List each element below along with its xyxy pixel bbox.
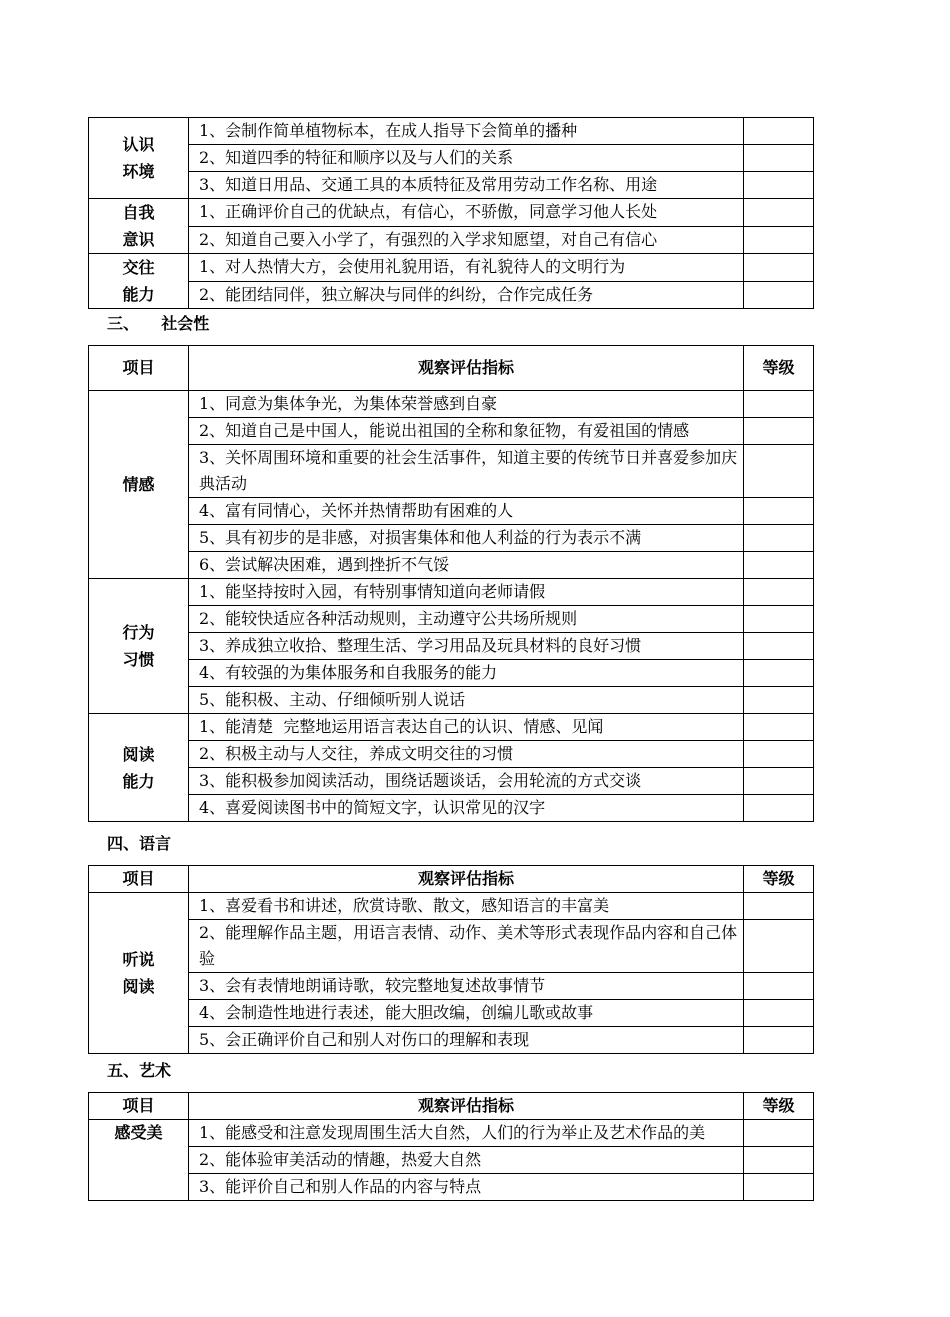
indicator-cell: 1、对人热情大方，会使用礼貌用语，有礼貌待人的文明行为	[189, 254, 744, 282]
indicator-cell: 3、能评价自己和别人作品的内容与特点	[189, 1174, 744, 1201]
table-row	[89, 226, 814, 254]
indicator-cell: 1、会制作简单植物标本，在成人指导下会简单的播种	[189, 118, 744, 145]
item-cell: 阅读 能力	[89, 714, 189, 822]
table-row	[89, 768, 814, 795]
grade-cell[interactable]	[744, 281, 814, 309]
table-row	[89, 795, 814, 822]
section-title: 五、艺术	[107, 1061, 172, 1080]
table-art	[88, 1092, 814, 1201]
grade-cell[interactable]	[744, 973, 814, 1000]
table-top	[88, 117, 814, 309]
indicator-cell: 2、知道四季的特征和顺序以及与人们的关系	[189, 145, 744, 172]
grade-cell[interactable]	[744, 445, 814, 498]
table-row	[89, 741, 814, 768]
item-cell: 自我 意识	[89, 199, 189, 254]
indicator-cell: 2、能较快适应各种活动规则，主动遵守公共场所规则	[189, 606, 744, 633]
indicator-cell: 2、能理解作品主题，用语言表情、动作、美术等形式表现作品内容和自己体验	[189, 920, 744, 973]
indicator-cell: 3、会有表情地朗诵诗歌，较完整地复述故事情节	[189, 973, 744, 1000]
indicator-cell: 4、会制造性地进行表述，能大胆改编，创编儿歌或故事	[189, 1000, 744, 1027]
table-row	[89, 552, 814, 579]
indicator-cell: 2、积极主动与人交往，养成文明交往的习惯	[189, 741, 744, 768]
table-header-row	[89, 866, 814, 893]
table-row	[89, 199, 814, 227]
grade-cell[interactable]	[744, 795, 814, 822]
table-row	[89, 633, 814, 660]
indicator-cell: 3、养成独立收拾、整理生活、学习用品及玩具材料的良好习惯	[189, 633, 744, 660]
grade-cell[interactable]	[744, 768, 814, 795]
section-title: 三、 社会性	[107, 314, 210, 333]
grade-cell[interactable]	[744, 606, 814, 633]
table-row	[89, 254, 814, 282]
grade-cell[interactable]	[744, 226, 814, 254]
grade-cell[interactable]	[744, 1147, 814, 1174]
table-header-row	[89, 346, 814, 391]
indicator-cell: 3、关怀周围环境和重要的社会生活事件，知道主要的传统节日并喜爱参加庆典活动	[189, 445, 744, 498]
indicator-cell: 1、能坚持按时入园，有特别事情知道向老师请假	[189, 579, 744, 606]
grade-cell[interactable]	[744, 920, 814, 973]
indicator-cell: 6、尝试解决困难，遇到挫折不气馁	[189, 552, 744, 579]
grade-cell[interactable]	[744, 741, 814, 768]
indicator-cell: 5、具有初步的是非感，对损害集体和他人利益的行为表示不满	[189, 525, 744, 552]
grade-cell[interactable]	[744, 391, 814, 418]
grade-cell[interactable]	[744, 633, 814, 660]
table-row	[89, 1147, 814, 1174]
grade-cell[interactable]	[744, 714, 814, 741]
grade-cell[interactable]	[744, 525, 814, 552]
table-row	[89, 579, 814, 606]
table-row	[89, 118, 814, 145]
grade-cell[interactable]	[744, 1027, 814, 1054]
table-row	[89, 1120, 814, 1147]
table-row	[89, 445, 814, 498]
grade-cell[interactable]	[744, 118, 814, 145]
table-row	[89, 525, 814, 552]
indicator-cell: 5、能积极、主动、仔细倾听别人说话	[189, 687, 744, 714]
table-row	[89, 1174, 814, 1201]
item-cell: 认识 环境	[89, 118, 189, 199]
indicator-cell: 4、有较强的为集体服务和自我服务的能力	[189, 660, 744, 687]
section-title: 四、语言	[107, 834, 172, 853]
header-grade: 等级	[744, 1093, 814, 1120]
grade-cell[interactable]	[744, 498, 814, 525]
table-row	[89, 920, 814, 973]
indicator-cell: 1、喜爱看书和讲述，欣赏诗歌、散文，感知语言的丰富美	[189, 893, 744, 920]
grade-cell[interactable]	[744, 893, 814, 920]
table-row	[89, 391, 814, 418]
grade-cell[interactable]	[744, 552, 814, 579]
header-indicator: 观察评估指标	[189, 1093, 744, 1120]
indicator-cell: 3、知道日用品、交通工具的本质特征及常用劳动工作名称、用途	[189, 172, 744, 199]
indicator-cell: 4、喜爱阅读图书中的简短文字，认识常见的汉字	[189, 795, 744, 822]
table-row	[89, 1000, 814, 1027]
header-grade: 等级	[744, 866, 814, 893]
header-item: 项目	[89, 346, 189, 391]
indicator-cell: 1、同意为集体争光，为集体荣誉感到自豪	[189, 391, 744, 418]
item-cell: 情感	[89, 391, 189, 579]
table-row	[89, 498, 814, 525]
item-cell: 听说 阅读	[89, 893, 189, 1054]
indicator-cell: 4、富有同情心，关怀并热情帮助有困难的人	[189, 498, 744, 525]
indicator-cell: 2、能团结同伴，独立解决与同伴的纠纷，合作完成任务	[189, 281, 744, 309]
header-indicator: 观察评估指标	[189, 866, 744, 893]
table-social	[88, 345, 814, 822]
grade-cell[interactable]	[744, 254, 814, 282]
indicator-cell: 2、知道自己要入小学了，有强烈的入学求知愿望，对自己有信心	[189, 226, 744, 254]
table-row	[89, 418, 814, 445]
grade-cell[interactable]	[744, 172, 814, 199]
grade-cell[interactable]	[744, 145, 814, 172]
header-grade: 等级	[744, 346, 814, 391]
indicator-cell: 3、能积极参加阅读活动，围绕话题谈话，会用轮流的方式交谈	[189, 768, 744, 795]
grade-cell[interactable]	[744, 687, 814, 714]
table-row	[89, 893, 814, 920]
header-item: 项目	[89, 866, 189, 893]
table-row	[89, 172, 814, 199]
header-item: 项目	[89, 1093, 189, 1120]
table-row	[89, 606, 814, 633]
indicator-cell: 2、知道自己是中国人，能说出祖国的全称和象征物，有爱祖国的情感	[189, 418, 744, 445]
indicator-cell: 1、能清楚 完整地运用语言表达自己的认识、情感、见闻	[189, 714, 744, 741]
indicator-cell: 1、正确评价自己的优缺点，有信心，不骄傲，同意学习他人长处	[189, 199, 744, 227]
item-cell: 感受美	[89, 1120, 189, 1201]
grade-cell[interactable]	[744, 1000, 814, 1027]
grade-cell[interactable]	[744, 660, 814, 687]
table-row	[89, 145, 814, 172]
table-language	[88, 865, 814, 1054]
grade-cell[interactable]	[744, 199, 814, 227]
grade-cell[interactable]	[744, 1120, 814, 1147]
table-row	[89, 660, 814, 687]
header-indicator: 观察评估指标	[189, 346, 744, 391]
item-cell: 行为 习惯	[89, 579, 189, 714]
grade-cell[interactable]	[744, 579, 814, 606]
table-row	[89, 281, 814, 309]
indicator-cell: 2、能体验审美活动的情趣，热爱大自然	[189, 1147, 744, 1174]
indicator-cell: 1、能感受和注意发现周围生活大自然，人们的行为举止及艺术作品的美	[189, 1120, 744, 1147]
indicator-cell: 5、会正确评价自己和别人对伤口的理解和表现	[189, 1027, 744, 1054]
table-row	[89, 714, 814, 741]
table-row	[89, 1027, 814, 1054]
table-header-row	[89, 1093, 814, 1120]
grade-cell[interactable]	[744, 1174, 814, 1201]
table-row	[89, 687, 814, 714]
grade-cell[interactable]	[744, 418, 814, 445]
table-row	[89, 973, 814, 1000]
item-cell: 交往 能力	[89, 254, 189, 309]
